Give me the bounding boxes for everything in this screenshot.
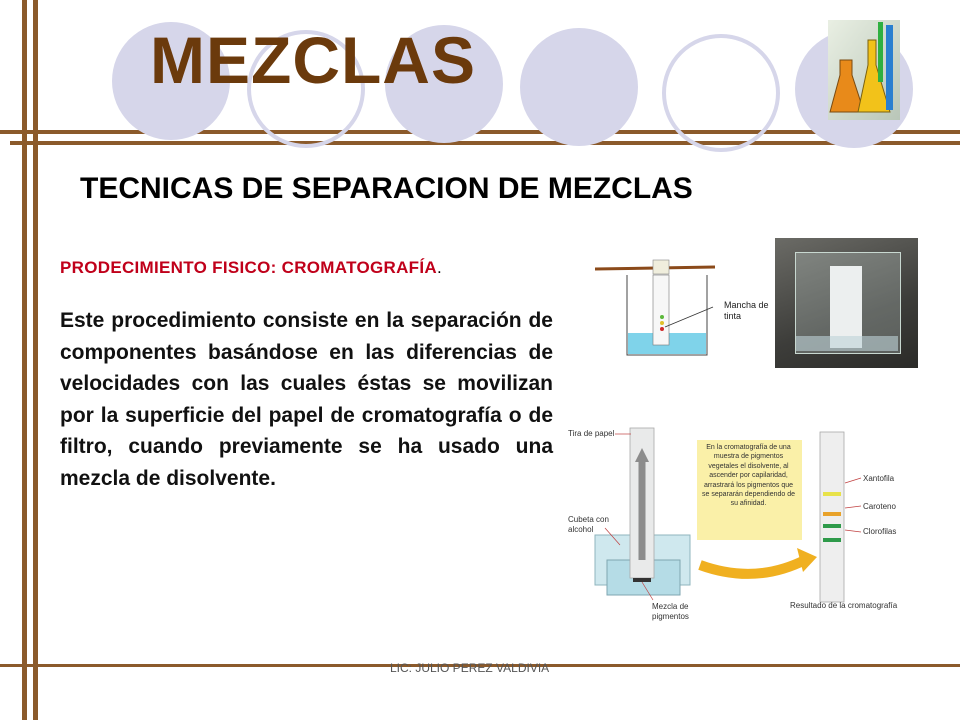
frame-left-line-2 <box>33 0 38 720</box>
section-subtitle: TECNICAS DE SEPARACION DE MEZCLAS <box>80 172 693 205</box>
ink-spot-label: Mancha de tinta <box>724 300 769 321</box>
lab-flasks-image <box>828 20 900 120</box>
chromatography-chamber-photo <box>775 238 918 368</box>
solvent-level <box>796 336 898 351</box>
paper-strip-label: Tira de papel <box>568 429 615 438</box>
pigment-mixture-label: Mezcla de pigmentos <box>652 602 689 621</box>
frame-left-line-1 <box>22 0 27 720</box>
tray-label: Cubeta con alcohol <box>568 515 609 534</box>
result-label: Resultado de la cromatografía <box>790 601 898 610</box>
decor-circle <box>520 28 638 146</box>
procedure-heading-period: . <box>436 258 442 277</box>
page-title: MEZCLAS <box>150 23 476 97</box>
explanation-note: En la cromatografía de una muestra de pigmentos vegetales el disolvente, al ascender por capilaridad, arrastrará los pigmentos que se separarán dependiendo de su afinidad. <box>701 444 796 508</box>
procedure-heading <box>60 258 442 278</box>
footer-author: LIC: JULIO PEREZ VALDIVIA <box>390 661 550 675</box>
band-label-clorofilas: Clorofilas <box>863 527 897 536</box>
procedure-heading-text: PRODECIMIENTO FISICO: CROMATOGRAFÍA <box>60 258 437 277</box>
header-rule-2 <box>10 141 960 145</box>
band-label-caroteno: Caroteno <box>863 502 896 511</box>
decor-circle <box>662 34 780 152</box>
body-paragraph: Este procedimiento consiste en la separación de componentes basándose en las diferencias de velocidades con las cuales éstas se movilizan por la superficie del papel de cromatografía o de filtro, cuando previamente se ha usado una mezcla de disolvente. <box>60 309 553 490</box>
band-label-xantofila: Xantofila <box>863 474 895 483</box>
